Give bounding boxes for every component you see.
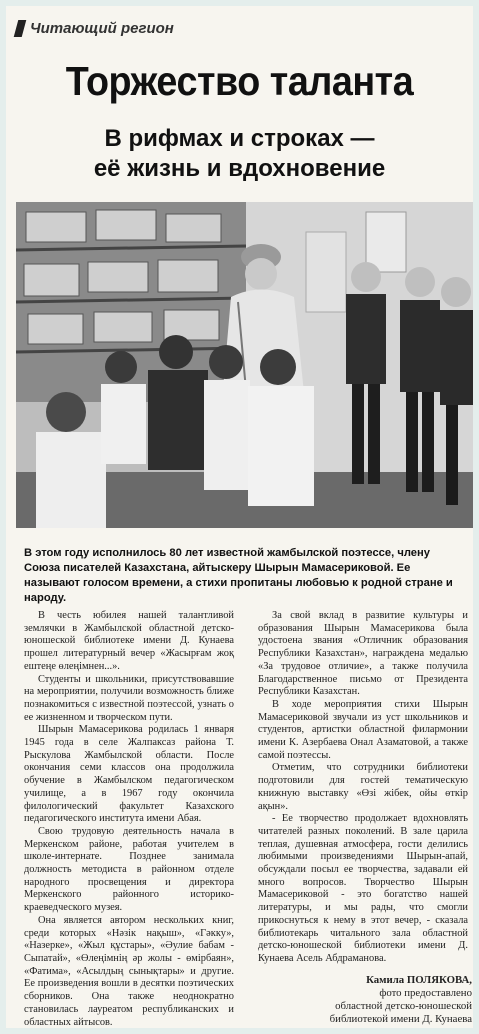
paragraph: Отметим, что сотрудники библиотеки подготовили для гостей тематическую книжную выставку «Өзі жібек, ойы өткір ақын». xyxy=(258,762,468,812)
paragraph: За свой вклад в развитие культуры и образования Шырын Мамасерикова была удостоена звания «Отличник образования Республики Казахстан», награждена медалью «За трудовое отличие», а также получила Благодарственное письмо от Президента Республики Казахстан. xyxy=(258,610,468,698)
signature-author: Камила ПОЛЯКОВА, xyxy=(366,974,472,986)
paragraph: - Ее творчество продолжает вдохновлять читателей разных поколений. В зале царила теплая, душевная атмосфера, гости делились любимыми произведениями Шырын-апай, обсуждали посыл ее творчества, задавали ей много вопросов. Творчество Шырын Мамасериковой - это богатство нашей литературы, и мы рады, что смогли прикоснуться к нему в этот вечер, - сказала библиотекарь читального зала областной детско-юношеской библиотеки имени Д. Кунаева Асель Абдраманова. xyxy=(258,813,468,964)
article-signature xyxy=(266,974,472,1026)
article-photo xyxy=(16,202,473,528)
subheadline-line-1: В рифмах и строках — xyxy=(104,125,375,152)
rubric-mark-icon xyxy=(14,20,27,37)
paragraph: Студенты и школьники, присутствовавшие на мероприятии, получили возможность ближе познакомиться с известной поэтессой, узнать о ее жизненном и творческом пути. xyxy=(24,673,234,723)
paragraph: В честь юбилея нашей талантливой землячки в Жамбылской областной детско-юношеской библиотеке имени Д. Кунаева прошел литературный вечер «Жасырғам жоқ ештеңе өлеңімнен...». xyxy=(24,610,234,672)
signature-credit-line: библиотекой имени Д. Кунаева xyxy=(329,1013,472,1025)
section-rubric xyxy=(16,20,174,37)
paragraph: Свою трудовую деятельность начала в Меркенском районе, работая учителем в школе-интернате. Позднее занимала должность методиста в районном отделе народного просвещения и директора Меркенского районного историко-краеведческого музея. xyxy=(24,825,234,914)
photo-grayscale-illustration xyxy=(16,202,473,528)
paragraph: Она является автором нескольких книг, среди которых «Нәзік нақыш», «Гәкку», «Назерке», «Жыл құстары», «Әулие бабам - Сыпатай», «Өлеңімнің әр жолы - өмірбаян», «Фатима», «Асылдың сынықтары» и другие. Ее произведения вошли в десятки поэтических сборников. Она также неоднократно становилась лауреатом республиканских и областных айтысов. xyxy=(24,914,234,1028)
paragraph: Шырын Мамасерикова родилась 1 января 1945 года в селе Жалпаксаз района Т. Рыскулова Жамбылской области. После окончания семи классов она продолжила обучение в Жамбылском педагогическом училище, а в 1967 году окончила филологический факультет Казахского педагогического института имени Абая. xyxy=(24,724,234,825)
subheadline-line-2: её жизнь и вдохновение xyxy=(93,155,386,182)
rubric-label: Читающий регион xyxy=(30,20,174,37)
paragraph: В ходе мероприятия стихи Шырын Мамасериковой звучали из уст школьников и студентов, артистки областной филармонии имени К. Азербаева Онал Азаматовой, а также самой поэтессы. xyxy=(258,698,468,761)
article-column-right xyxy=(258,610,468,966)
article-subheadline xyxy=(6,124,473,184)
signature-credit-line: областной детско-юношеской xyxy=(335,1000,472,1012)
signature-credit-line: фото предоставлено xyxy=(379,987,472,999)
article-column-left xyxy=(24,610,234,1029)
article-headline: Торжество таланта xyxy=(65,58,414,104)
newspaper-page xyxy=(6,6,473,1028)
article-lead: В этом году исполнилось 80 лет известной жамбылской поэтессе, члену Союза писателей Казахстана, айтыскеру Шырын Мамасериковой. Ее называют голосом времени, а стихи пропитаны любовью к родной стране и народу. xyxy=(24,547,453,604)
